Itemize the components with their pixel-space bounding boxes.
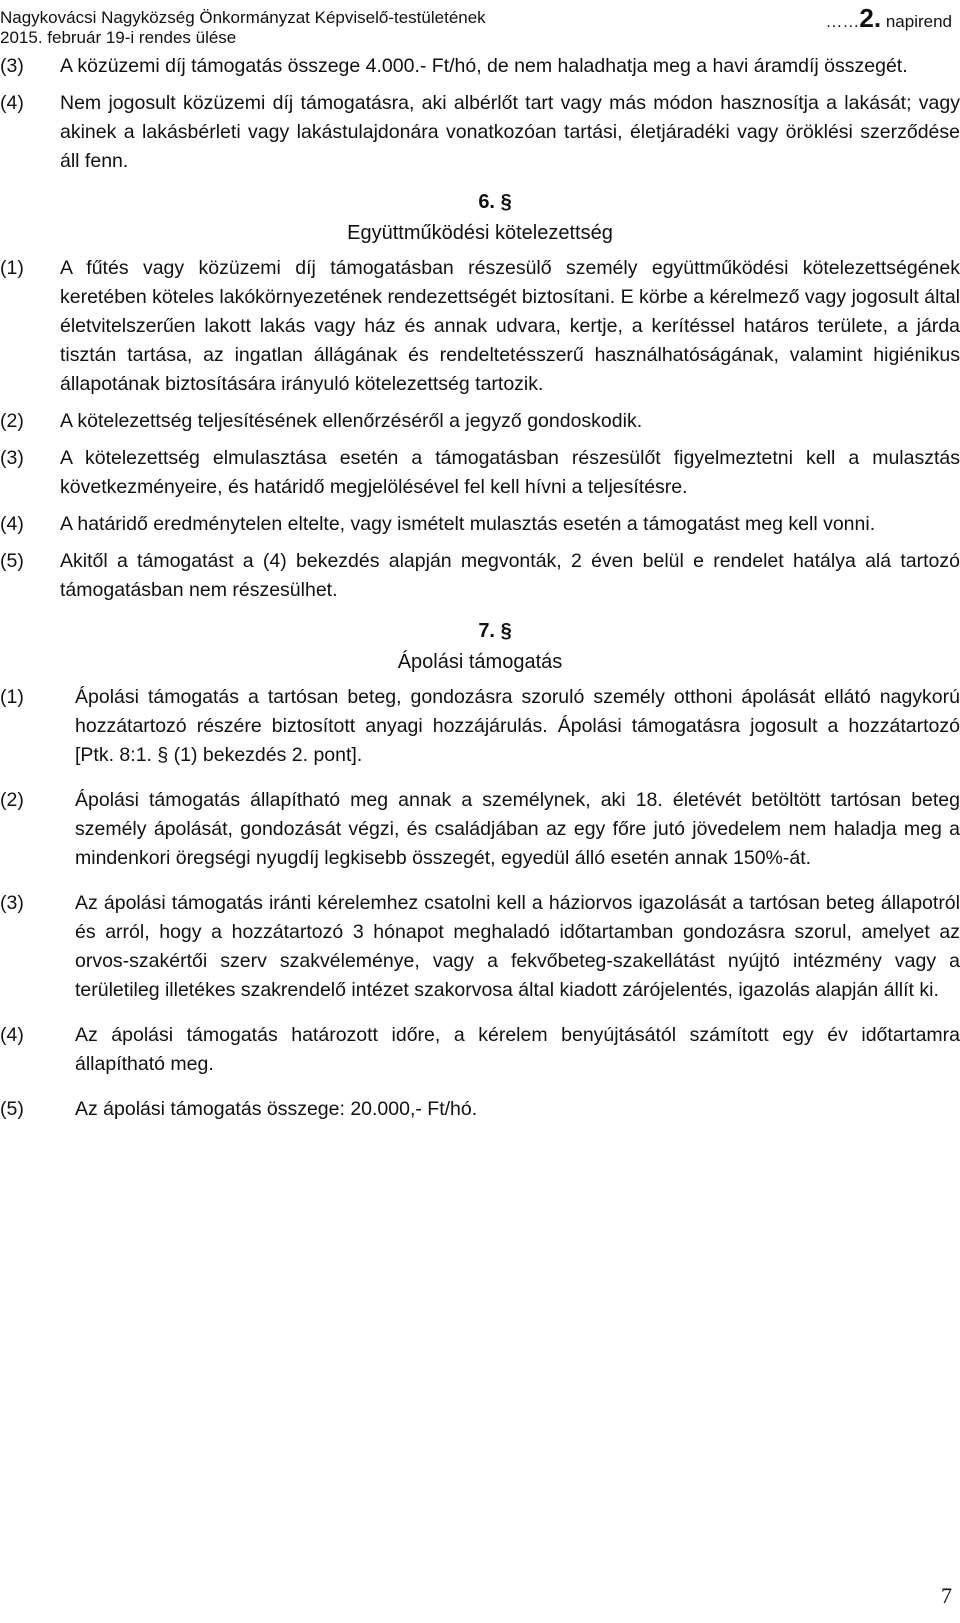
paragraph-text: A fűtés vagy közüzemi díj támogatásban részesülő személy együttműködési kötelezettségének keretében köteles lakókörnyezetének rendezettségét biztosítani. E körbe a kérelmező vagy jogosult által életvitelszerűen lakott lakás vagy ház és annak udvara, kertje, a kerítéssel határos területe, a járda tisztán tartása, az ingatlan állágának és rendeltetésszerű használhatóságának, valamint higiénikus állapotának biztosítására irányuló kötelezettség tartozik. [60,257,960,395]
paragraph-item [0,407,960,436]
paragraph-text: A kötelezettség elmulasztása esetén a támogatásban részesülőt figyelmeztetni kell a mulasztás következményeire, és határidő megjelölésével fel kell hívni a teljesítésre. [60,447,960,498]
section-number: 7. [478,620,495,642]
paragraph-text: Ápolási támogatás állapítható meg annak a személynek, aki 18. életévét betöltött tartósan beteg személy ápolását, gondozását végzi, és családjában az egy főre jutó jövedelem nem haladja meg a mindenkori öregségi nyugdíj legkisebb összegét, egyedül álló esetén annak 150%-át. [75,789,960,869]
paragraph-number: (1) [0,686,24,708]
paragraph-item [0,786,960,873]
paragraph-text: Akitől a támogatást a (4) bekezdés alapján megvonták, 2 éven belül e rendelet hatálya alá tartozó támogatásban nem részesülhet. [60,550,960,601]
paragraph-text: Az ápolási támogatás iránti kérelemhez csatolni kell a háziorvos igazolását a tartósan beteg állapotról és arról, hogy a hozzátartozó 3 hónapot meghaladó időtartamban gondozásra szorul, amelyet az orvos-szakértői szerv szakvéleménye, vagy a fekvőbeteg-szakellátást nyújtó intézmény vagy a területileg illetékes szakrendelő intézet szakorvosa által kiadott zárójelentés, igazolás alapján állít ki. [75,892,960,1001]
paragraph-number: (1) [0,257,24,279]
paragraph-item [0,1095,960,1124]
paragraph-text: Az ápolási támogatás határozott időre, a kérelem benyújtásától számított egy év időtartamra állapítható meg. [75,1024,960,1075]
paragraph-number: (2) [0,789,24,811]
paragraph-number: (2) [0,410,24,432]
page-header [0,3,952,48]
paragraph-item [0,889,960,1005]
paragraph-item [0,510,960,539]
paragraph-number: (4) [0,1024,24,1046]
section-6-heading [0,186,960,218]
page-number: 7 [941,1583,952,1608]
section-6-title: Együttműködési kötelezettség [347,222,613,244]
paragraph-item [0,254,960,399]
header-meeting-date: 2015. február 19-i rendes ülése [0,28,237,47]
paragraph-number: (3) [0,55,24,77]
paragraph-item [0,89,960,176]
paragraph-item [0,52,960,81]
section-sign: § [500,620,512,642]
paragraph-number: (5) [0,550,24,572]
header-dots: …… [825,12,860,31]
paragraph-text: Ápolási támogatás a tartósan beteg, gondozásra szoruló személy otthoni ápolását ellátó nagykorú hozzátartozó részére biztosított anyagi hozzájárulás. Ápolási támogatásra jogosult a hozzátartozó [Ptk. 8:1. § (1) bekezdés 2. pont]. [75,686,960,766]
paragraph-item [0,444,960,502]
paragraph-item [0,1021,960,1079]
section-7-heading [0,615,960,647]
header-agenda-number: 2. [859,3,882,33]
paragraph-number: (4) [0,92,24,114]
header-council-name: Nagykovácsi Nagyközség Önkormányzat Képviselő-testületének [0,8,486,27]
header-agenda [825,3,952,33]
header-agenda-label: napirend [885,12,952,31]
section-7-title: Ápolási támogatás [397,651,563,673]
paragraph-item [0,547,960,605]
paragraph-text: Az ápolási támogatás összege: 20.000,- Ft/hó. [75,1098,478,1120]
paragraph-item [0,683,960,770]
paragraph-number: (3) [0,892,24,914]
document-body [0,52,960,1140]
section-sign: § [500,191,512,213]
paragraph-text: A határidő eredménytelen eltelte, vagy ismételt mulasztás esetén a támogatást meg kell vonni. [60,513,876,535]
paragraph-text: A közüzemi díj támogatás összege 4.000.- Ft/hó, de nem haladhatja meg a havi áramdíj összegét. [60,55,908,77]
paragraph-number: (4) [0,513,24,535]
paragraph-number: (3) [0,447,24,469]
paragraph-text: Nem jogosult közüzemi díj támogatásra, aki albérlőt tart vagy más módon hasznosítja a lakását; vagy akinek a lakásbérleti vagy lakástulajdonára vonatkozóan tartási, életjáradéki vagy öröklési szerződése áll fenn. [60,92,960,172]
paragraph-text: A kötelezettség teljesítésének ellenőrzéséről a jegyző gondoskodik. [60,410,643,432]
paragraph-number: (5) [0,1098,24,1120]
section-number: 6. [478,191,495,213]
